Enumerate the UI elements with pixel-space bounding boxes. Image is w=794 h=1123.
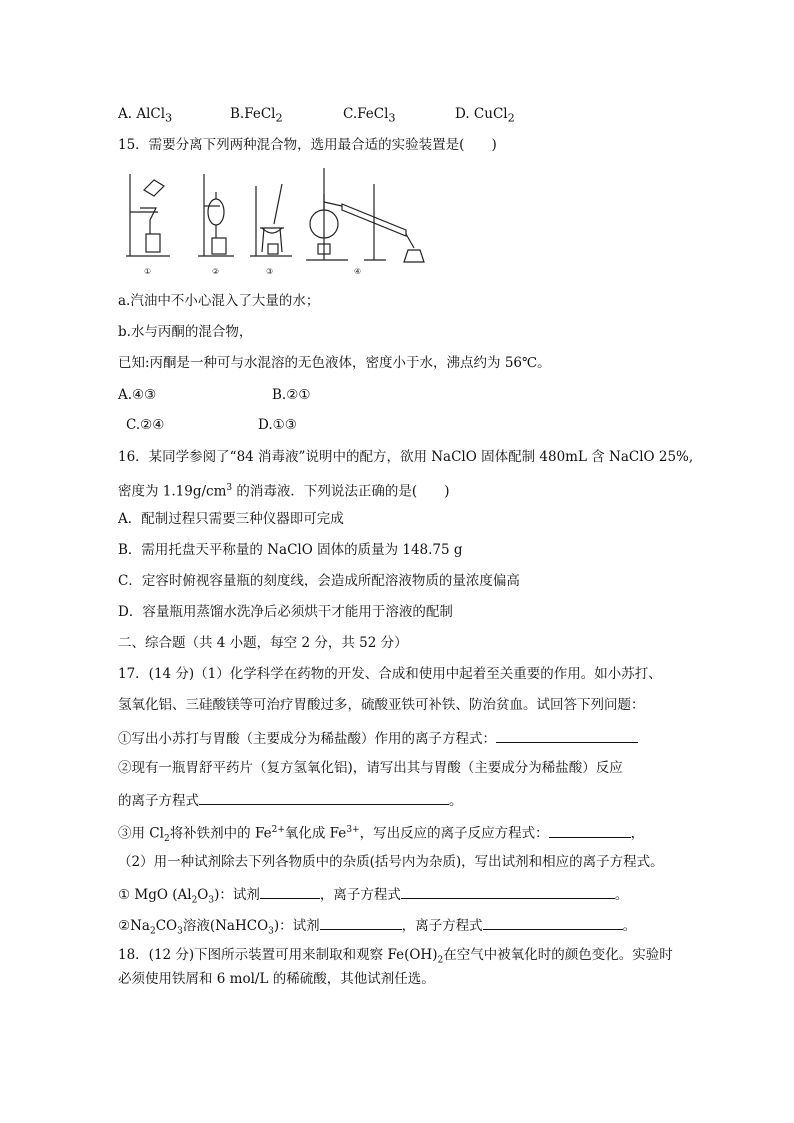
equation-blank[interactable] (483, 915, 623, 930)
reagent-blank[interactable] (320, 915, 402, 930)
q16-option-d: D．容量瓶用蒸馏水洗净后必须烘干才能用于溶液的配制 (118, 604, 453, 620)
figure-label-2: ② (212, 267, 220, 276)
q14-option-b: B.FeCl$_2$ (230, 106, 283, 125)
q15-item-b: b.水与丙酮的混合物， (118, 324, 253, 340)
q17-part2: （2）用一种试剂除去下列各物质中的杂质(括号内为杂质)，写出试剂和相应的离子方程式。 (118, 854, 664, 870)
q15-option-d: D.①③ (258, 417, 297, 433)
figure-label-4: ④ (354, 267, 362, 276)
answer-blank[interactable] (496, 728, 638, 743)
section-heading: 二、综合题（共 4 小题，每空 2 分，共 52 分） (118, 635, 408, 651)
q17-item1: ① MgO $(Al_2O_3)$：试剂 ，离子方程式 。 (118, 884, 628, 910)
q14-option-d: D. CuCl$_2$ (455, 106, 515, 125)
q16-stem-line2: 密度为 $1.19g/cm^3$ 的消毒液．下列说法正确的是( ) (118, 483, 450, 500)
q15-option-a: A.④③ (118, 387, 157, 403)
q15-option-b: B.②① (272, 387, 311, 403)
filtration-apparatus (126, 174, 170, 256)
separatory-funnel-apparatus (198, 174, 234, 256)
q16-option-b: B．需用托盘天平称量的 NaClO 固体的质量为 148.75 g (118, 542, 463, 558)
q15-item-a: a.汽油中不小心混入了大量的水； (118, 293, 320, 309)
answer-blank[interactable] (549, 823, 631, 838)
q17-line2: 氢氧化铝、三硅酸镁等可治疗胃酸过多，硫酸亚铁可补铁、防治贫血。试回答下列问题： (118, 697, 645, 713)
answer-blank[interactable] (199, 790, 449, 805)
q16-stem-line1: 16．某同学参阅了“84 消毒液”说明中的配方，欲用 NaClO 固体配制 480mL 含 NaClO 25%, (118, 449, 694, 465)
q14-option-c: C.FeCl$_3$ (343, 106, 396, 125)
q15-option-c: C.②④ (126, 417, 165, 433)
q17-sub1: ①写出小苏打与胃酸（主要成分为稀盐酸）作用的离子方程式： (118, 728, 638, 748)
q16-option-c: C．定容时俯视容量瓶的刻度线，会造成所配溶液物质的量浓度偏高 (118, 573, 520, 589)
q18-line2: 必须使用铁屑和 6 mol/L 的稀硫酸，其他试剂任选。 (118, 971, 435, 987)
q17-line1: 17．(14 分)（1）化学科学在药物的开发、合成和使用中起着至关重要的作用。如小苏打、 (118, 666, 662, 682)
q17-sub2-cont: 的离子方程式 。 (118, 790, 463, 810)
q14-option-a: A. AlCl$_3$ (118, 106, 173, 125)
apparatus-figure (124, 164, 436, 279)
figure-label-1: ① (144, 267, 152, 276)
q18-line1: 18．(12 分)下图所示装置可用来制取和观察 $Fe(OH)_2$在空气中被氧化时的颜色变化。实验时 (118, 947, 673, 966)
figure-label-3: ③ (266, 267, 274, 276)
q17-sub2: ②现有一瓶胃舒平药片（复方氢氧化铝)，请写出其与胃酸（主要成分为稀盐酸）反应 (118, 760, 623, 776)
q15-note: 已知:丙酮是一种可与水混溶的无色液体，密度小于水，沸点约为 56℃。 (118, 355, 551, 371)
evaporation-apparatus (250, 184, 292, 256)
q17-sub3: ③用 $Cl_2$将补铁剂中的 $Fe^{2+}$氧化成 $Fe^{3+}$，写出反应的离子反应方程式： ， (118, 821, 644, 848)
q15-stem: 15．需要分离下列两种混合物，选用最合适的实验装置是( ) (118, 137, 497, 153)
reagent-blank[interactable] (260, 884, 320, 899)
distillation-apparatus (306, 168, 424, 262)
q17-item2: $②Na_2CO_3$溶液(NaHCO$_3$)：试剂 ，离子方程式 。 (118, 915, 636, 941)
equation-blank[interactable] (401, 884, 615, 899)
q16-option-a: A．配制过程只需要三种仪器即可完成 (118, 511, 344, 527)
